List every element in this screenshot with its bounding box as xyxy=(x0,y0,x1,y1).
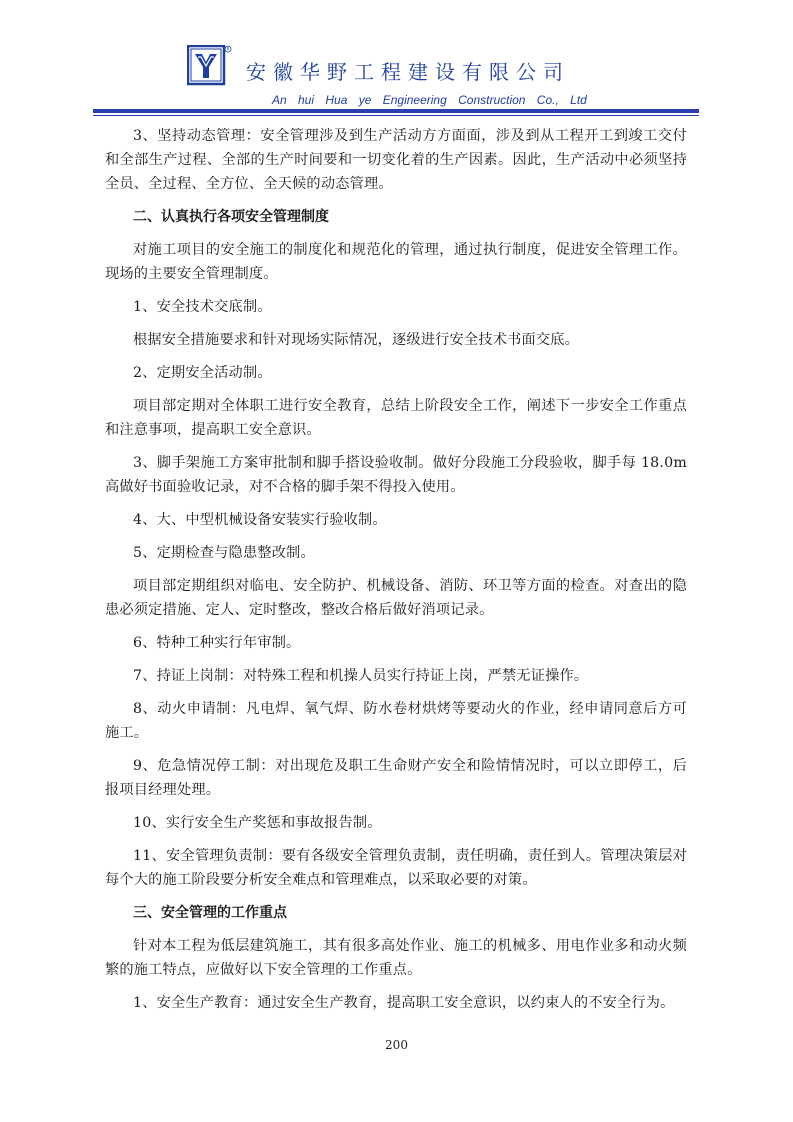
section-heading-2: 二、认真执行各项安全管理制度 xyxy=(133,209,329,225)
paragraph-section-2-intro: 对施工项目的安全施工的制度化和规范化的管理，通过执行制度，促进安全管理工作。现场的主要安全管理制度。 xyxy=(105,242,687,282)
company-name-en: An hui Hua ye Engineering Construction Co., Ltd xyxy=(272,93,587,107)
page-header xyxy=(0,0,793,118)
paragraph-dynamic-management: 3、坚持动态管理：安全管理涉及到生产活动方方面面，涉及到从工程开工到竣工交付和全部生产过程、全部的生产时间要和一切变化着的生产因素。因此，生产活动中必须坚持全员、全过程、全方位、全天候的动态管理。 xyxy=(105,128,687,192)
page-number: 200 xyxy=(385,1038,408,1052)
paragraph-section-3-intro: 针对本工程为低层建筑施工，其有很多高处作业、施工的机械多、用电作业多和动火频繁的施工特点，应做好以下安全管理的工作重点。 xyxy=(105,938,687,978)
paragraph: 项目部定期组织对临电、安全防护、机械设备、消防、环卫等方面的检查。对查出的隐患必须定措施、定人、定时整改，整改合格后做好消项记录。 xyxy=(105,578,687,618)
list-item-scaffold-approval: 3、脚手架施工方案审批制和脚手搭设验收制。做好分段施工分段验收，脚手每 18.0m 高做好书面验收记录，对不合格的脚手架不得投入使用。 xyxy=(105,455,687,495)
section-heading-3: 三、安全管理的工作重点 xyxy=(133,905,287,921)
list-item-inspection: 5、定期检查与隐患整改制。 xyxy=(133,545,315,561)
company-name-cn: 安徽华野工程建设有限公司 xyxy=(246,60,570,84)
document-body xyxy=(105,124,687,1024)
list-item-responsibility: 11、安全管理负责制：要有各级安全管理负责制，责任明确，责任到人。管理决策层对每个大的施工阶段要分析安全难点和管理难点，以采取必要的对策。 xyxy=(105,848,687,888)
header-divider-thick xyxy=(93,109,699,113)
company-logo-icon xyxy=(187,45,233,87)
list-item-safety-activities: 2、定期安全活动制。 xyxy=(133,365,272,381)
paragraph: 项目部定期对全体职工进行安全教育，总结上阶段安全工作，阐述下一步安全工作重点和注意事项，提高职工安全意识。 xyxy=(105,398,687,438)
list-item-certified-work: 7、持证上岗制：对特殊工程和机操人员实行持证上岗，严禁无证操作。 xyxy=(133,668,589,684)
list-item-safety-education: 1、安全生产教育：通过安全生产教育，提高职工安全意识，以约束人的不安全行为。 xyxy=(133,995,675,1011)
list-item-annual-review: 6、特种工种实行年审制。 xyxy=(133,635,301,651)
list-item-safety-briefing: 1、安全技术交底制。 xyxy=(133,299,272,315)
header-divider-thin xyxy=(93,115,699,116)
list-item-hot-work: 8、动火申请制：凡电焊、氧气焊、防水卷材烘烤等要动火的作业，经申请同意后方可施工。 xyxy=(105,701,687,741)
svg-text:R: R xyxy=(226,46,230,52)
list-item-emergency-stop: 9、危急情况停工制：对出现危及职工生命财产安全和险情情况时，可以立即停工，后报项目经理处理。 xyxy=(105,758,687,798)
paragraph: 根据安全措施要求和针对现场实际情况，逐级进行安全技术书面交底。 xyxy=(133,332,580,348)
list-item-rewards: 10、实行安全生产奖惩和事故报告制。 xyxy=(133,815,382,831)
list-item-machinery-acceptance: 4、大、中型机械设备安装实行验收制。 xyxy=(133,512,387,528)
